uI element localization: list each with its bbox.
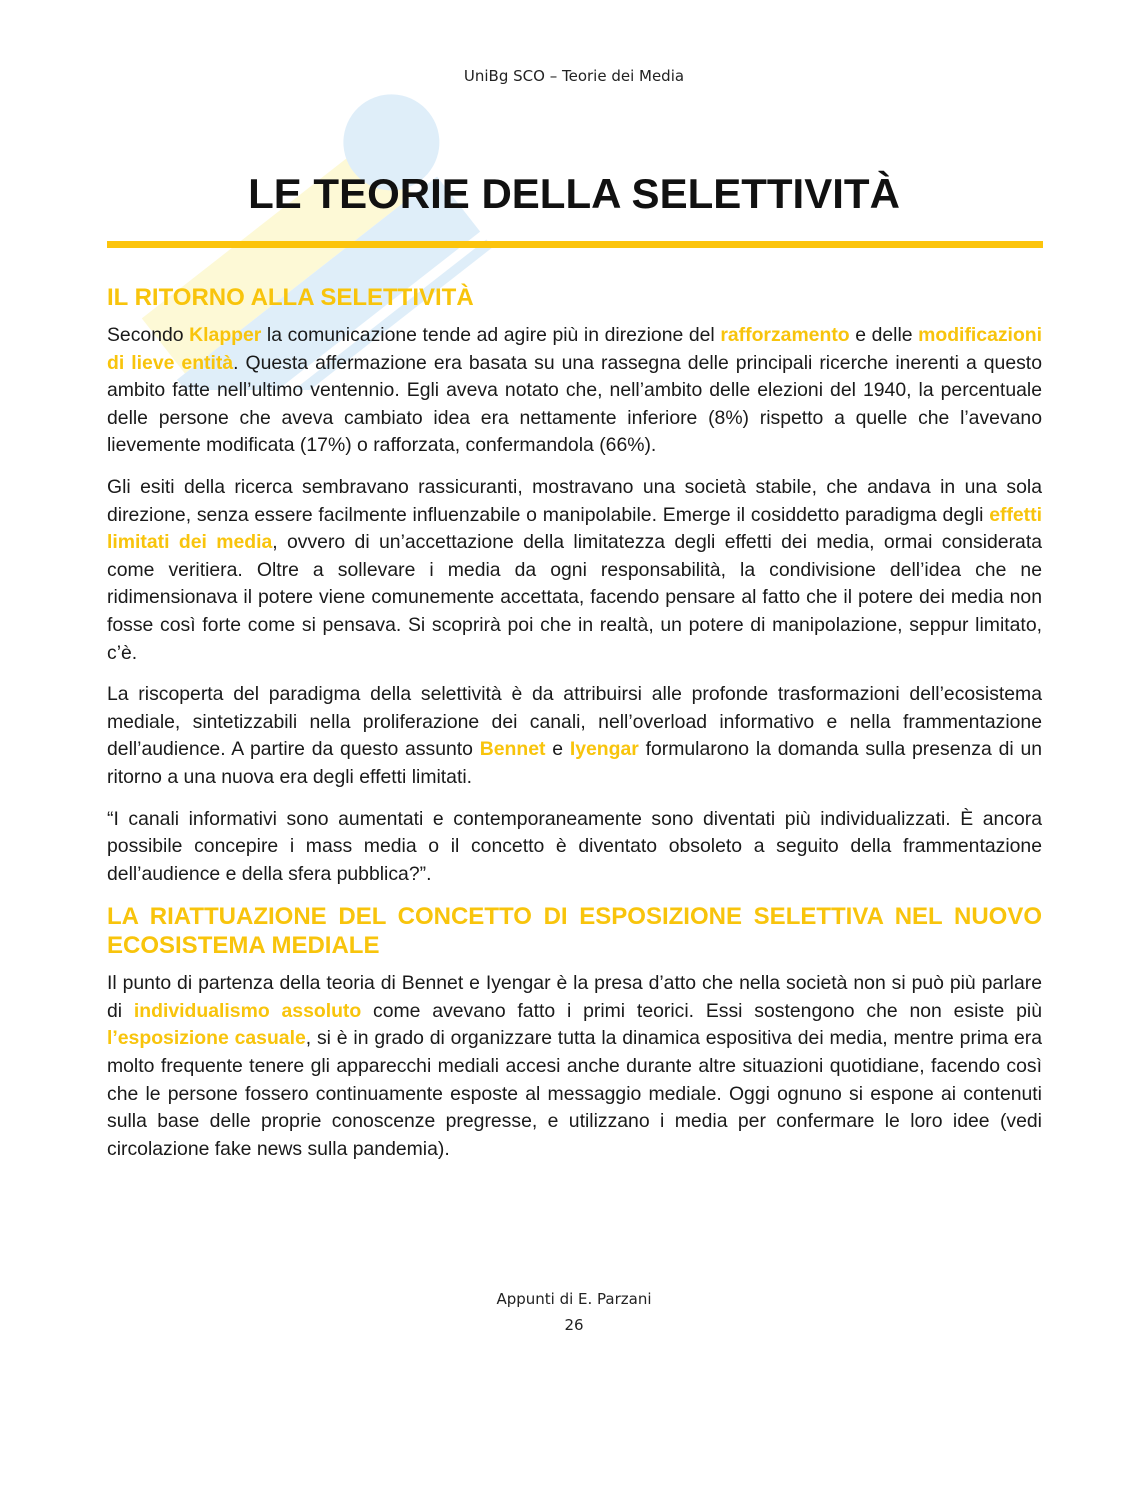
highlight-term: rafforzamento [720,324,850,346]
quote-paragraph: “I canali informativi sono aumentati e contemporaneamente sono diventati più individualizzati. È ancora possibile concepire i mass media o il concetto è diventato obsoleto a seguito della frammentazione dell’audience e della sfera pubblica?”. [107,807,1042,885]
highlight-term: individualismo assoluto [133,999,362,1022]
highlight-term: Iyengar [569,738,639,761]
page-footer [0,1286,1148,1338]
highlight-term: Bennet [479,738,546,761]
section-heading-2: LA RIATTUAZIONE DEL CONCETTO DI ESPOSIZIONE SELETTIVA NEL NUOVO ECOSISTEMA MEDIALE [107,903,1042,960]
page-number: 26 [564,1316,584,1334]
section-heading-1: IL RITORNO ALLA SELETTIVITÀ [107,284,474,311]
footer-author: Appunti di E. Parzani [496,1290,652,1308]
highlight-term: modificazioni di lieve entità [107,324,1043,374]
paragraph: Gli esiti della ricerca sembravano rassicuranti, mostravano una società stabile, che andava in una sola direzione, senza essere facilmente influenzabile o manipolabile. Emerge il cosiddetto paradigma degli effetti limitati dei media, ovvero di un’accettazione della limitatezza degli effetti dei media, ormai considerata come veritiera. Oltre a sollevare i media da ogni responsabilità, la condivisione dell’idea che ne ridimensionava il potere viene comunemente accettata, facendo pensare al fatto che il potere dei media non fosse così forte come si pensava. Si scoprirà poi che in realtà, un potere di manipolazione, seppur limitato, c’è. [107,475,1043,664]
paragraph: Il punto di partenza della teoria di Bennet e Iyengar è la presa d’atto che nella società non si può più parlare di individualismo assoluto come avevano fatto i primi teorici. Essi sostengono che non esiste più l’esposizione casuale, si è in grado di organizzare tutta la dinamica espositiva dei media, mentre prima era molto frequente tenere gli apparecchi mediali accesi anche durante altre situazioni quotidiane, facendo così che le persone fossero continuamente esposte al messaggio mediale. Oggi ognuno si espone ai contenuti sulla base delle proprie conoscenze pregresse, e utilizzano i media per confermare le loro idee (vedi circolazione fake news sulla pandemia). [107,972,1042,1160]
highlight-term: l’esposizione casuale [107,1027,306,1050]
paragraph: La riscoperta del paradigma della selettività è da attribuirsi alle profonde trasformazioni dell’ecosistema mediale, sintetizzabili nella proliferazione dei canali, nell’overload informativo e nella frammentazione dell’audience. A partire da questo assunto Bennet e Iyengar formularono la domanda sulla presenza di un ritorno a una nuova era degli effetti limitati. [107,683,1043,788]
page-header: UniBg SCO – Teorie dei Media [463,67,685,85]
document-body [107,283,1042,1177]
highlight-term: effetti limitati dei media [107,503,1042,554]
highlight-term: Klapper [189,324,262,346]
paragraph: Secondo Klapper la comunicazione tende ad agire più in direzione del rafforzamento e delle modificazioni di lieve entità. Questa affermazione era basata su una rassegna delle principali ricerche inerenti a questo ambito fatte nell’ultimo ventennio. Egli aveva notato che, nell’ambito delle elezioni del 1940, la percentuale delle persone che aveva cambiato idea era nettamente inferiore (8%) rispetto a quelle che l’avevano lievemente modificata (17%) o rafforzata, confermandola (66%). [107,324,1043,457]
title-underline [107,241,1043,248]
page-title: LE TEORIE DELLA SELETTIVITÀ [248,170,900,217]
